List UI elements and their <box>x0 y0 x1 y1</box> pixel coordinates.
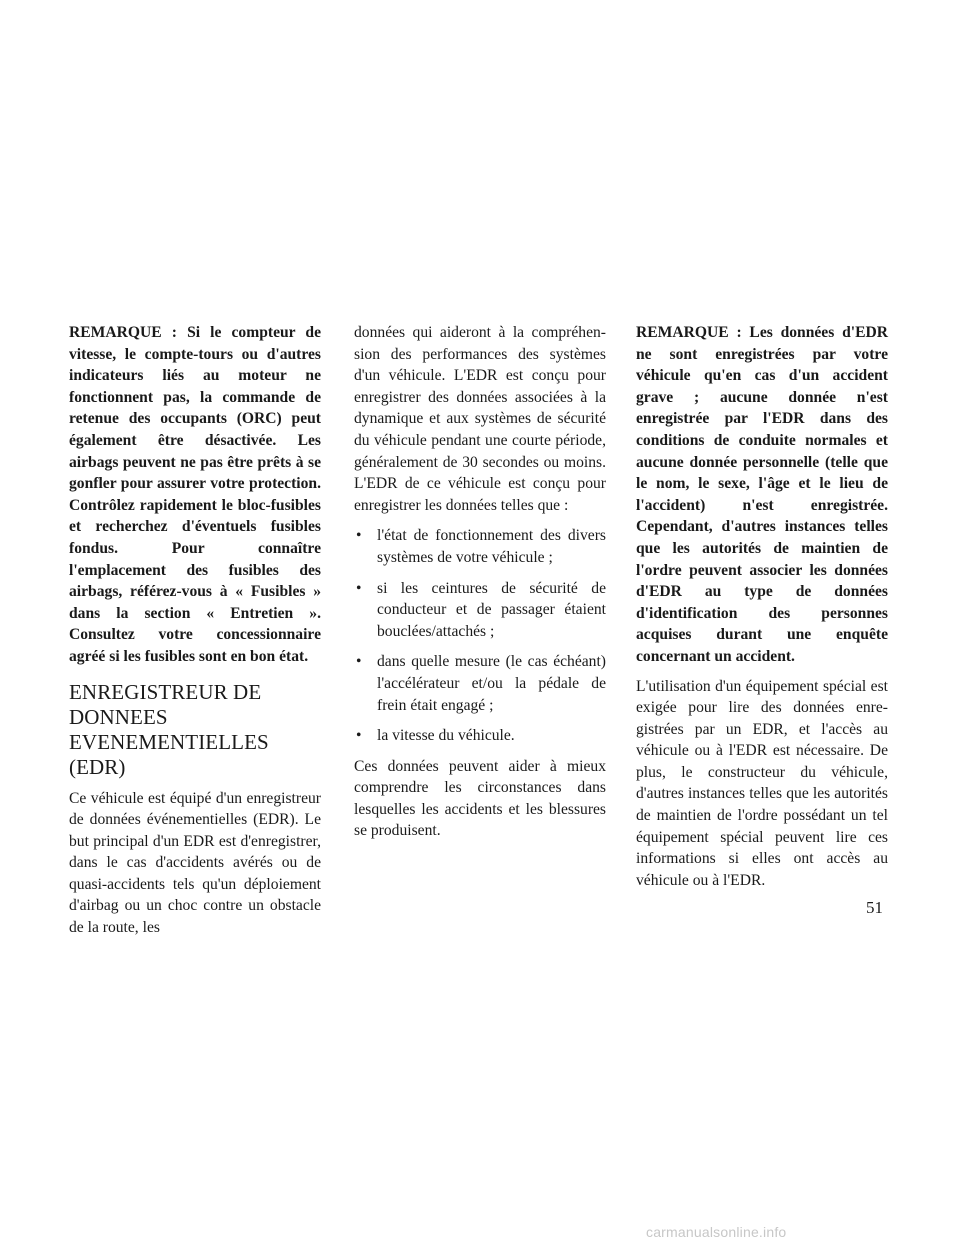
list-item <box>354 525 606 568</box>
bullet-icon: • <box>356 727 362 745</box>
footer-watermark: carmanualsonline.info <box>646 1224 787 1240</box>
bullet-icon: • <box>356 653 362 671</box>
paragraph-edr-purpose: données qui aideront à la compréhension des performances des systèmes d'un véhicule. L'EDR est conçu pour enregistrer des données associées à la dynamique et aux systèmes de sécurité du véhicule pendant une courte période, généralement de 30 secondes ou moins. L'EDR de ce véhicule est conçu pour enregistrer les données telles que : <box>354 324 606 514</box>
heading-line: DONNEES <box>69 704 168 729</box>
column-left <box>69 322 321 939</box>
note-edr-recording: REMARQUE : Les données d'EDR ne sont enregistrées par votre véhicule qu'en cas d'un accident grave ; aucune donnée n'est enregistrée par l'EDR dans des conditions de conduite normales et aucune donnée personnelle (telle que le nom, le sexe, l'âge et le lieu de l'accident) n'est enregistrée. Cependant, d'autres instances telles que les autorités de maintien de l'ordre peuvent associer les données d'EDR au type de données d'identification des personnes acquises durant une enquête concernant un accident. <box>636 324 888 665</box>
page-number: 51 <box>866 898 883 917</box>
list-item <box>354 578 606 643</box>
paragraph-edr-access: L'utilisation d'un équipement spécial est exigée pour lire des données enregistrées par un EDR, et l'accès au véhicule ou à l'EDR est nécessaire. De plus, le constructeur du véhicule, d'autres instances telles que les autorités de maintien de l'ordre possédant un tel équipement spécial peuvent lire ces informations si elles ont accès au véhicule ou à l'EDR. <box>636 677 888 889</box>
list-item <box>354 651 606 716</box>
paragraph-edr-intro: Ce véhicule est équipé d'un enregistreur de données événementielles (EDR). Le but principal d'un EDR est d'enregistrer, dans le cas d'accidents avérés ou de quasi-accidents tels qu'un déploiement d'airbag ou un choc contre un obstacle de la route, les <box>69 789 321 937</box>
section-heading-edr <box>69 680 321 780</box>
list-item-text: l'état de fonctionnement des divers systèmes de votre véhicule ; <box>377 527 606 566</box>
paragraph-edr-usefulness: Ces données peuvent aider à mieux comprendre les circonstances dans lesquelles les accidents et les blessures se produisent. <box>354 757 606 840</box>
column-middle <box>354 322 606 842</box>
bullet-icon: • <box>356 527 362 545</box>
column-right <box>636 322 888 891</box>
edr-data-list <box>354 525 606 746</box>
bullet-icon: • <box>356 579 362 597</box>
list-item-text: si les ceintures de sécurité de conducteur et de passager étaient bouclées/attachés ; <box>377 579 606 640</box>
heading-line: ENREGISTREUR DE <box>69 679 262 704</box>
list-item <box>354 725 606 747</box>
list-item-text: dans quelle mesure (le cas échéant) l'accélérateur et/ou la pédale de frein était engagé ; <box>377 653 606 714</box>
list-item-text: la vitesse du véhicule. <box>377 727 515 745</box>
heading-line: EVENEMENTIELLES (EDR) <box>69 729 269 779</box>
note-orc-warning: REMARQUE : Si le compteur de vitesse, le compte-tours ou d'autres indicateurs liés au moteur ne fonctionnent pas, la commande de retenue des occupants (ORC) peut également être désactivée. Les airbags peuvent ne pas être prêts à se gonfler pour assurer votre protection. Contrôlez rapidement le bloc-fusibles et recherchez d'éventuels fusibles fondus. Pour connaître l'emplacement des fusibles des airbags, référez-vous à « Fusibles » dans la section « Entretien ». Consultez votre concessionnaire agréé si les fusibles sont en bon état. <box>69 324 321 665</box>
